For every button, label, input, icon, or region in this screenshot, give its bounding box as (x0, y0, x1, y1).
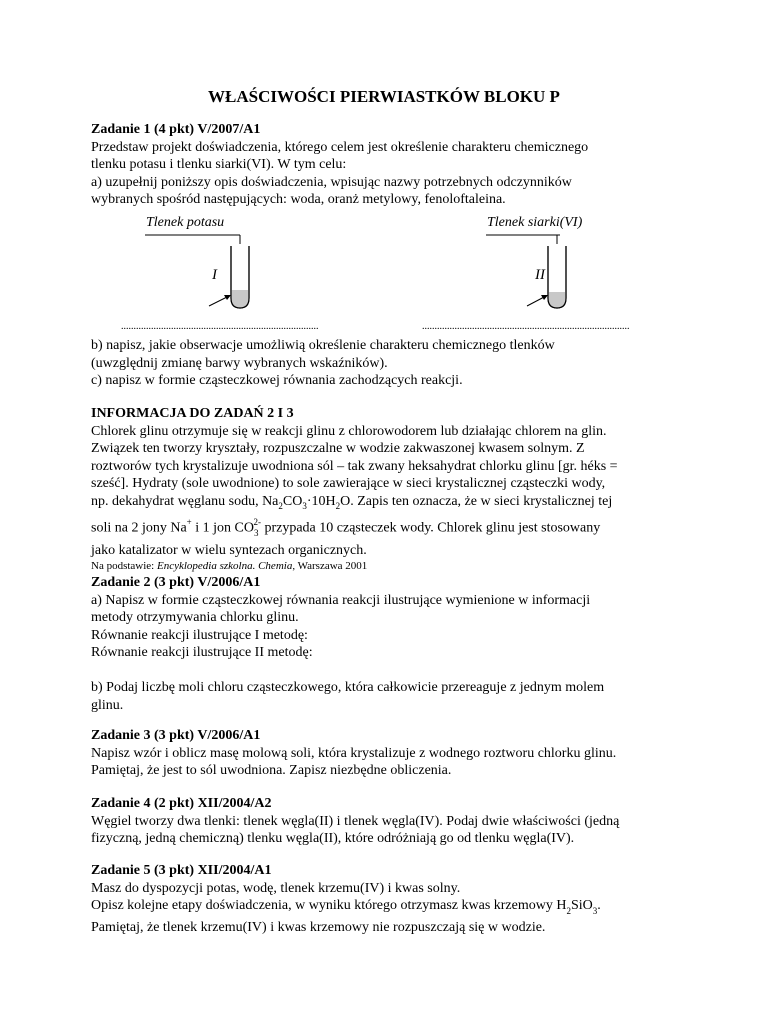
info-line: np. dekahydrat węglanu sodu, $Na_2CO_3\cdot 10H_2O$. Zapis ten oznacza, że w sieci krystalicznej tej (91, 493, 613, 512)
answer-dots-left: ............................................................................... (121, 321, 319, 332)
tube-right-number: II (535, 267, 545, 283)
task-5-line: Masz do dyspozycji potas, wodę, tlenek krzemu(IV) i kwas solny. (91, 880, 461, 896)
info-section (91, 405, 691, 573)
info-line: jako katalizator w wielu syntezach organicznych. (91, 542, 367, 558)
task-1 (91, 121, 691, 209)
tube-right-label: Tlenek siarki(VI) (487, 215, 583, 230)
answer-dots-right: ................................................................................... (422, 321, 630, 332)
task-2-line: Równanie reakcji ilustrujące I metodę: (91, 627, 308, 643)
task-4 (91, 795, 691, 848)
info-line: Związek ten tworzy kryształy, rozpuszczalne w wodzie zakwaszonej kwasem solnym. Z (91, 441, 585, 456)
task-5-line: Opisz kolejne etapy doświadczenia, w wyniku którego otrzymasz kwas krzemowy $H_2SiO_3$. (91, 898, 601, 916)
task-2-line: b) Podaj liczbę moli chloru cząsteczkowego, która całkowicie przereaguje z jednym molem (91, 680, 605, 695)
tube-left-number: I (212, 267, 217, 283)
task-3-line: Pamiętaj, że jest to sól uwodniona. Zapisz niezbędne obliczenia. (91, 763, 452, 778)
task-4-heading: Zadanie 4 (2 pkt) XII/2004/A2 (91, 796, 272, 811)
test-tubes-figure (0, 210, 768, 335)
task-1-line: tlenku potasu i tlenku siarki(VI). W tym celu: (91, 157, 347, 172)
task-1-line: a) uzupełnij poniższy opis doświadczenia, wpisując nazwy potrzebnych odczynników (91, 174, 572, 190)
task-2-heading: Zadanie 2 (3 pkt) V/2006/A1 (91, 575, 261, 590)
test-tubes-drawing (0, 210, 768, 335)
task-5 (91, 862, 691, 937)
task-4-line: Węgiel tworzy dwa tlenki: tlenek węgla(II) i tlenek węgla(IV). Podaj dwie właściwości (jedną (91, 813, 620, 829)
task-1-line: b) napisz, jakie obserwacje umożliwią określenie charakteru chemicznego tlenków (91, 338, 555, 353)
page-title: WŁAŚCIWOŚCI PIERWIASTKÓW BLOKU P (208, 87, 560, 106)
task-3 (91, 727, 691, 780)
info-line: soli na 2 jony Na+ i 1 jon $CO_3^{2-}$ przypada 10 cząsteczek wody. Chlorek glinu jest stosowany (91, 516, 601, 539)
task-2-line: a) Napisz w formie cząsteczkowej równania reakcji ilustrujące wymienione w informacji (91, 592, 591, 608)
info-heading: INFORMACJA DO ZADAŃ 2 I 3 (91, 406, 294, 421)
blank-line (91, 662, 691, 680)
info-line: Chlorek glinu otrzymuje się w reakcji glinu z chlorowodorem lub działając chlorem na glin. (91, 423, 607, 439)
task-2-line: Równanie reakcji ilustrujące II metodę: (91, 645, 313, 660)
task-2-line: glinu. (91, 697, 124, 713)
task-2-line: metody otrzymywania chlorku glinu. (91, 610, 299, 625)
task-1-line: c) napisz w formie cząsteczkowej równania zachodzących reakcji. (91, 373, 463, 388)
task-1-continued (91, 337, 691, 390)
tube-left-label: Tlenek potasu (146, 215, 225, 230)
task-1-line: (uwzględnij zmianę barwy wybranych wskaźników). (91, 355, 388, 371)
task-1-line: Przedstaw projekt doświadczenia, którego celem jest określenie charakteru chemicznego (91, 139, 589, 155)
task-5-line: Pamiętaj, że tlenek krzemu(IV) i kwas krzemowy nie rozpuszczają się w wodzie. (91, 920, 546, 936)
task-4-line: fizyczną, jedną chemiczną) tlenku węgla(II), które odróżniają go od tlenku węgla(IV). (91, 831, 575, 846)
info-line: roztworów tych krystalizuje uwodniona sól – tak zwany heksahydrat chlorku glinu [gr. héks = (91, 458, 618, 474)
info-line: sześć]. Hydraty (sole uwodnione) to sole zawierające w sieci krystalicznej cząsteczki wody, (91, 476, 606, 491)
task-5-heading: Zadanie 5 (3 pkt) XII/2004/A1 (91, 863, 272, 878)
task-3-heading: Zadanie 3 (3 pkt) V/2006/A1 (91, 728, 261, 743)
task-1-line: wybranych spośród następujących: woda, oranż metylowy, fenoloftaleina. (91, 192, 506, 207)
info-source: Na podstawie: Encyklopedia szkolna. Chemia, Warszawa 2001 (91, 560, 368, 573)
task-1-heading: Zadanie 1 (4 pkt) V/2007/A1 (91, 122, 261, 137)
task-3-line: Napisz wzór i oblicz masę molową soli, która krystalizuje z wodnego roztworu chlorku glinu. (91, 745, 617, 761)
task-2 (91, 574, 691, 714)
